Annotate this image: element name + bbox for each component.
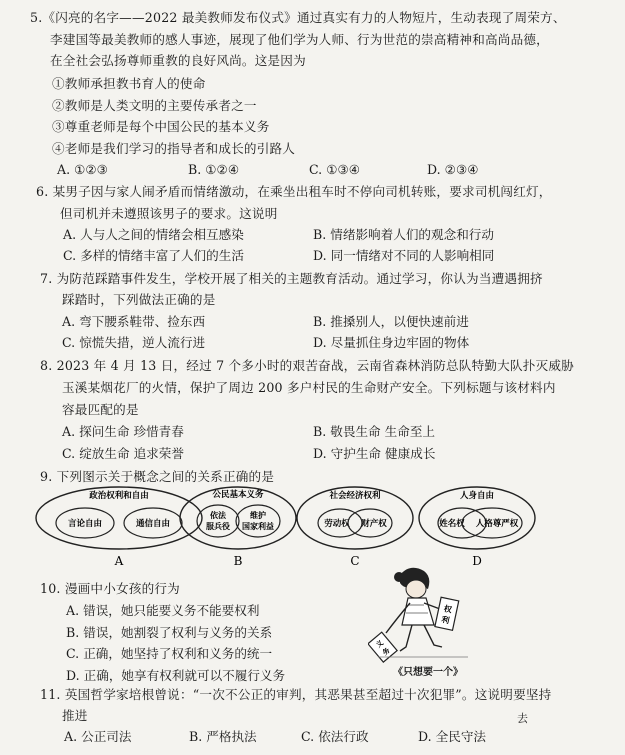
- q9-a-outer-label: 政治权利和自由: [89, 491, 149, 501]
- q10-cartoon: [368, 565, 478, 665]
- q5-statement-3: ③尊重老师是每个中国公民的基本义务: [52, 119, 270, 134]
- girl-hair-bun: [394, 572, 404, 582]
- q9-diagram-a: [36, 487, 202, 568]
- q11-option-c: C. 依法行政: [301, 729, 369, 744]
- q9-a-inner-label-1: 言论自由: [67, 519, 103, 529]
- q9-b-inner-label-2a: 维护: [250, 510, 266, 520]
- q5-option-a: A. ①②③: [57, 162, 108, 177]
- q7-option-b: B. 推搡别人，以便快速前进: [313, 314, 469, 329]
- q8-option-a: A. 探问生命 珍惜青春: [62, 424, 184, 439]
- girl-right-leg: [424, 625, 442, 647]
- q11-stem-line-1: 11. 英国哲学家培根曾说：“一次不公正的审判，其恶果甚至超过十次犯罪”。这说明要坚持: [40, 687, 552, 702]
- q5-statement-1: ①教师承担教书育人的使命: [52, 76, 206, 91]
- q8-option-b: B. 敬畏生命 生命至上: [313, 424, 436, 439]
- q9-c-outer-label: 社会经济权利: [329, 491, 381, 501]
- rights-sign: [435, 597, 459, 630]
- q9-diagram-area: [0, 485, 625, 575]
- q11-stem-line-2: 推进: [62, 708, 88, 723]
- q6-option-b: B. 情绪影响着人们的观念和行动: [313, 227, 494, 242]
- q8-stem-line-3: 容最匹配的是: [62, 402, 139, 417]
- duty-sign: [368, 632, 397, 662]
- q5-stem-line-3: 在全社会弘扬尊师重教的良好风尚。这是因为: [50, 53, 306, 68]
- q9-d-outer-label: 人身自由: [459, 491, 495, 501]
- rights-sign-char-1: 权: [442, 603, 453, 615]
- q7-option-d: D. 尽量抓住身边牢固的物体: [313, 335, 470, 350]
- q6-stem-line-1: 6. 某男子因与家人闹矛盾而情绪激动，在乘坐出租车时不停向司机转账，要求司机闯红灯，: [36, 184, 552, 199]
- q9-b-outer-label: 公民基本义务: [212, 490, 264, 500]
- q9-b-inner-label-1a: 依法: [210, 510, 226, 520]
- duty-sign-char-1: 义: [374, 638, 386, 650]
- q6-option-a: A. 人与人之间的情绪会相互感染: [63, 227, 244, 242]
- q9-d-inner-label-2: 人格尊严权: [475, 519, 519, 529]
- q10-option-d: D. 正确，她享有权利就可以不履行义务: [66, 668, 286, 683]
- q5-stem-line-2: 李建国等最美教师的感人事迹，展现了他们学为人师、行为世范的崇高精神和高尚品德，: [50, 32, 549, 47]
- q11-option-d: D. 全民守法: [418, 729, 487, 744]
- q6-option-d: D. 同一情绪对不同的人影响相同: [313, 248, 495, 263]
- q9-c-inner-label-2: 财产权: [361, 519, 387, 529]
- q11-option-a: A. 公正司法: [64, 729, 132, 744]
- q9-c-inner-label-1: 劳动权: [324, 519, 350, 529]
- q7-stem-line-2: 踩踏时，下列做法正确的是: [62, 292, 216, 307]
- q5-option-b: B. ①②④: [188, 162, 240, 177]
- q5-statement-4: ④老师是我们学习的指导者和成长的引路人: [52, 141, 296, 156]
- q10-option-a: A. 错误，她只能要义务不能要权利: [66, 603, 260, 618]
- q6-option-c: C. 多样的情绪丰富了人们的生活: [63, 248, 244, 263]
- q9-a-inner-label-2: 通信自由: [135, 519, 171, 529]
- q10-option-b: B. 错误，她割裂了权利与义务的关系: [66, 625, 273, 640]
- q10-cartoon-caption: 《只想要一个》: [393, 667, 463, 678]
- q9-diagram-d: [419, 487, 535, 568]
- girl-face: [406, 580, 426, 598]
- q6-stem-line-2: 但司机并未遵照该男子的要求。这说明: [60, 206, 278, 221]
- q5-stem-line-1: 5.《闪亮的名字——2022 最美教师发布仪式》通过真实有力的人物短片，生动表现了周荣方、: [30, 10, 566, 25]
- q7-stem-line-1: 7. 为防范踩踏事件发生，学校开展了相关的主题教育活动。通过学习，你认为当遭遇拥挤: [40, 271, 543, 286]
- q9-c-letter: C: [350, 554, 360, 568]
- q7-option-a: A. 弯下腰系鞋带、捡东西: [62, 314, 206, 329]
- duty-sign-char-2: 务: [380, 645, 392, 658]
- q7-option-c: C. 惊慌失措，逆人流行进: [62, 335, 206, 350]
- q8-stem-line-1: 8. 2023 年 4 月 13 日，经过 7 个多小时的艰苦奋战，云南省森林消防总队特勤大队扑灭威胁: [40, 358, 574, 373]
- q9-stem: 9. 下列图示关于概念之间的关系正确的是: [40, 469, 275, 484]
- q5-option-c: C. ①③④: [309, 162, 361, 177]
- q9-a-letter: A: [114, 554, 124, 568]
- rights-sign-char-2: 利: [440, 613, 451, 626]
- q8-stem-line-2: 玉溪某烟花厂的火情，保护了周边 200 多户村民的生命财产安全。下列标题与该材料内: [62, 380, 556, 395]
- q10-stem: 10. 漫画中小女孩的行为: [40, 581, 180, 596]
- girl-dress: [402, 598, 434, 625]
- girl-left-leg: [400, 625, 412, 651]
- q8-option-c: C. 绽放生命 追求荣誉: [62, 446, 184, 461]
- q9-b-inner-label-1b: 服兵役: [206, 521, 230, 531]
- q9-d-letter: D: [472, 554, 482, 568]
- q5-option-d: D. ②③④: [427, 162, 479, 177]
- q11-option-b: B. 严格执法: [189, 729, 257, 744]
- q9-b-inner-label-2b: 国家利益: [242, 521, 274, 531]
- q8-option-d: D. 守护生命 健康成长: [313, 446, 436, 461]
- q10-option-c: C. 正确，她坚持了权利和义务的统一: [66, 646, 273, 661]
- q5-statement-2: ②教师是人类文明的主要传承者之一: [52, 98, 257, 113]
- q9-b-letter: B: [233, 554, 243, 568]
- q9-diagram-c: [297, 487, 413, 568]
- q9-d-inner-label-1: 姓名权: [439, 519, 465, 529]
- corner-mark: 去: [517, 712, 528, 725]
